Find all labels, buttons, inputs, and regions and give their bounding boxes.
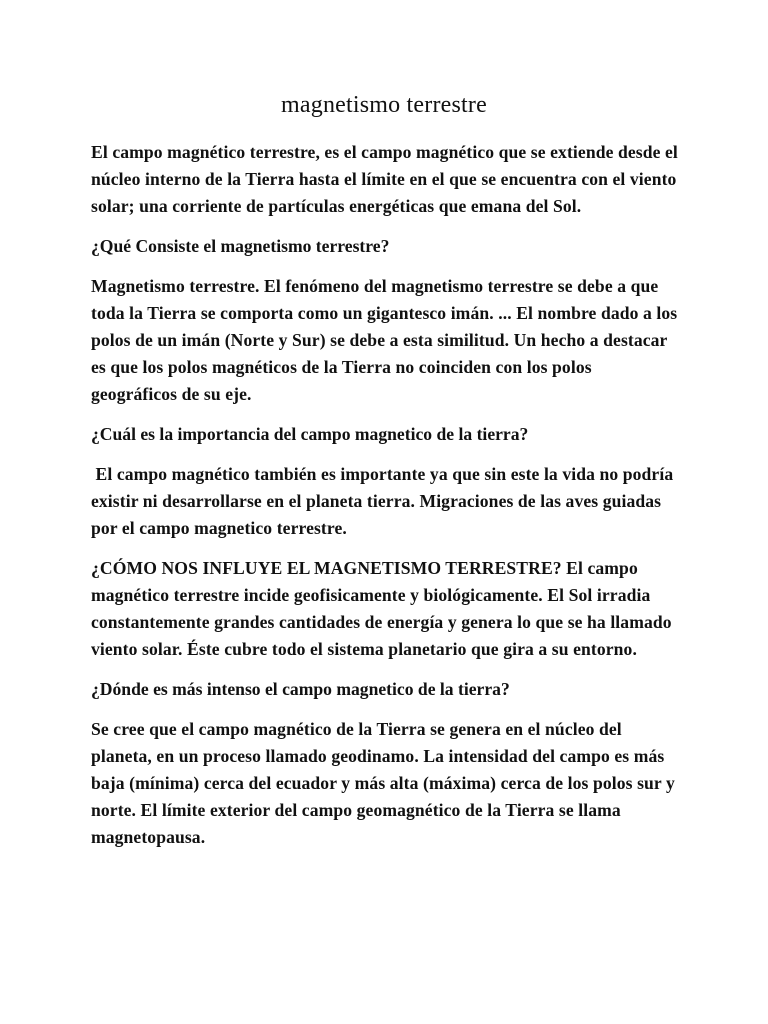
question-heading-que-consiste: ¿Qué Consiste el magnetismo terrestre?: [91, 236, 390, 256]
paragraph-geodinamo: Se cree que el campo magnético de la Tierra se genera en el núcleo del planeta, en un proceso llamado geodinamo. La intensidad del campo es más baja (mínima) cerca del ecuador y más alta (máxima) cerca de los polos sur y norte. El límite exterior del campo geomagnético de la Tierra se llama magnetopausa.: [91, 719, 675, 847]
paragraph-como-influye: ¿CÓMO NOS INFLUYE EL MAGNETISMO TERRESTRE? El campo magnético terrestre incide geofisicamente y biológicamente. El Sol irradia constantemente grandes cantidades de energía y genera lo que se ha llamado viento solar. Éste cubre todo el sistema planetario que gira a su entorno.: [91, 558, 672, 659]
question-heading-donde: ¿Dónde es más intenso el campo magnetico de la tierra?: [91, 679, 510, 699]
document-body: [91, 139, 681, 864]
paragraph-intro: El campo magnético terrestre, es el campo magnético que se extiende desde el núcleo interno de la Tierra hasta el límite en el que se encuentra con el viento solar; una corriente de partículas energéticas que emana del Sol.: [91, 142, 678, 216]
paragraph-importancia: El campo magnético también es importante ya que sin este la vida no podría existir ni desarrollarse en el planeta tierra. Migraciones de las aves guiadas por el campo magnetico terrestre.: [91, 464, 678, 538]
document-title: magnetismo terrestre: [281, 92, 487, 118]
question-heading-importancia: ¿Cuál es la importancia del campo magnetico de la tierra?: [91, 424, 529, 444]
paragraph-magnetismo: Magnetismo terrestre. El fenómeno del magnetismo terrestre se debe a que toda la Tierra se comporta como un gigantesco imán. ... El nombre dado a los polos de un imán (Norte y Sur) se debe a esta similitud. Un hecho a destacar es que los polos magnéticos de la Tierra no coinciden con los polos geográficos de su eje.: [91, 276, 678, 404]
